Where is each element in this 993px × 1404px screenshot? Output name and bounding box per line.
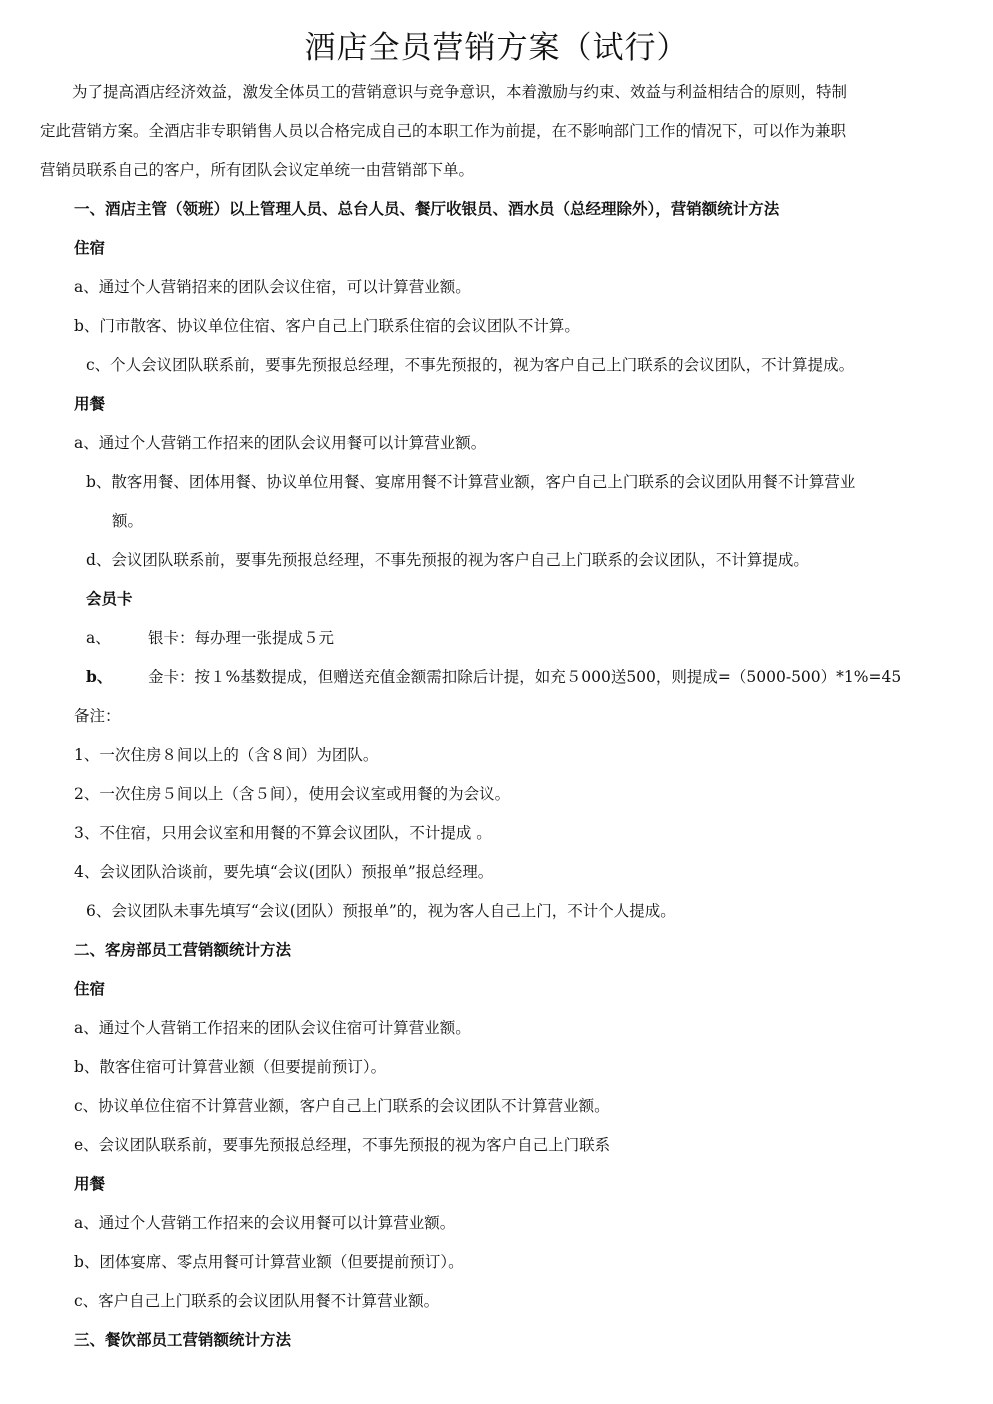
note-item-2: 2、一次住房５间以上（含５间），使用会议室或用餐的为会议。	[74, 785, 511, 803]
intro-line-2: 定此营销方案。全酒店非专职销售人员以合格完成自己的本职工作为前提，在不影响部门工作的情况下，可以作为兼职	[40, 122, 847, 140]
member-card-text: 金卡：按１%基数提成，但赠送充值金额需扣除后计提，如充５000送500，则提成=（5000-500）*1%=45	[148, 668, 902, 686]
member-card-label: 会员卡	[86, 589, 133, 608]
intro-line-1: 为了提高酒店经济效益，激发全体员工的营销意识与竞争意识，本着激励与约束、效益与利益相结合的原则，特制	[72, 83, 848, 101]
note-item-1: 1、一次住房８间以上的（含８间）为团队。	[74, 746, 379, 764]
section2-dining-item-a: a、通过个人营销工作招来的会议用餐可以计算营业额。	[74, 1214, 456, 1232]
section1-dining-item-b-cont: 额。	[112, 512, 144, 530]
section1-lodging-label: 住宿	[74, 238, 106, 257]
section2-dining-item-b: b、团体宴席、零点用餐可计算营业额（但要提前预订）。	[74, 1253, 464, 1271]
section2-lodging-item-a: a、通过个人营销工作招来的团队会议住宿可计算营业额。	[74, 1019, 471, 1037]
document-title: 酒店全员营销方案（试行）	[304, 30, 689, 66]
section1-dining-label: 用餐	[74, 394, 106, 413]
member-card-text: 银卡：每办理一张提成５元	[148, 629, 335, 647]
section2-dining-item-c: c、客户自己上门联系的会议团队用餐不计算营业额。	[74, 1292, 440, 1310]
member-card-marker: b、	[86, 667, 113, 686]
section1-lodging-item-c: c、个人会议团队联系前，要事先预报总经理，不事先预报的，视为客户自己上门联系的会议团队，不计算提成。	[86, 356, 855, 374]
member-card-marker: a、	[86, 629, 111, 647]
intro-line-3: 营销员联系自己的客户，所有团队会议定单统一由营销部下单。	[40, 161, 475, 179]
section1-dining-item-d: d、会议团队联系前，要事先预报总经理，不事先预报的视为客户自己上门联系的会议团队，不计算提成。	[86, 551, 809, 569]
section2-lodging-item-c: c、协议单位住宿不计算营业额，客户自己上门联系的会议团队不计算营业额。	[74, 1097, 610, 1115]
section2-heading: 二、客房部员工营销额统计方法	[74, 940, 292, 959]
member-card-item-gold	[86, 667, 901, 687]
section3-heading: 三、餐饮部员工营销额统计方法	[74, 1330, 292, 1349]
member-card-item-silver	[86, 628, 334, 648]
section2-lodging-item-e: e、会议团队联系前，要事先预报总经理，不事先预报的视为客户自己上门联系	[74, 1136, 611, 1154]
section1-heading: 一、酒店主管（领班）以上管理人员、总台人员、餐厅收银员、酒水员（总经理除外），营销额统计方法	[74, 199, 780, 218]
section1-lodging-item-a: a、通过个人营销招来的团队会议住宿，可以计算营业额。	[74, 278, 471, 296]
note-item-4: 4、会议团队洽谈前，要先填“会议(团队）预报单”报总经理。	[74, 863, 494, 881]
section1-dining-item-a: a、通过个人营销工作招来的团队会议用餐可以计算营业额。	[74, 434, 487, 452]
note-item-3: 3、不住宿，只用会议室和用餐的不算会议团队，不计提成 。	[74, 824, 492, 842]
section2-lodging-label: 住宿	[74, 979, 106, 998]
section1-lodging-item-b: b、门市散客、协议单位住宿、客户自己上门联系住宿的会议团队不计算。	[74, 317, 580, 335]
note-item-6: 6、会议团队未事先填写“会议(团队）预报单”的，视为客人自己上门，不计个人提成。	[86, 902, 676, 920]
notes-label: 备注：	[74, 707, 121, 725]
section2-dining-label: 用餐	[74, 1174, 106, 1193]
section1-dining-item-b: b、散客用餐、团体用餐、协议单位用餐、宴席用餐不计算营业额，客户自己上门联系的会议团队用餐不计算营业	[86, 473, 856, 491]
section2-lodging-item-b: b、散客住宿可计算营业额（但要提前预订）。	[74, 1058, 387, 1076]
